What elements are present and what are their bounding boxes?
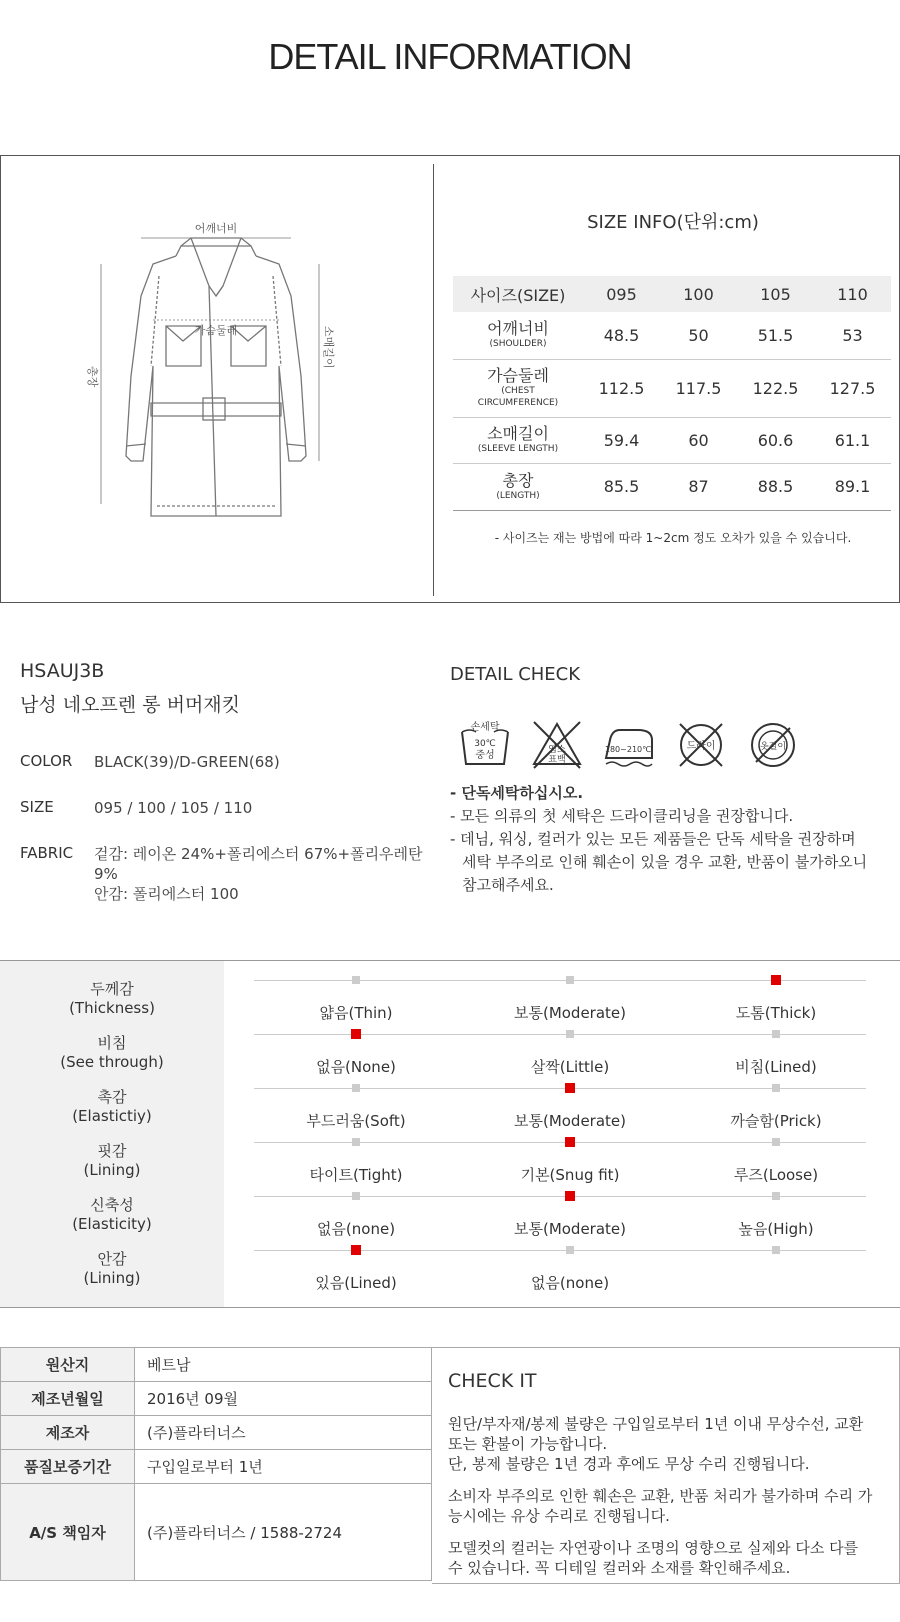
feature-ename: (Elastictiy) xyxy=(72,1107,152,1125)
product-code: HSAUJ3B xyxy=(20,660,105,682)
feature-marker-selected xyxy=(565,1083,575,1093)
check-it-text: 능시에는 유상 수리로 진행됩니다. xyxy=(448,1507,670,1525)
info-value: (주)플라터너스 xyxy=(135,1416,432,1450)
feature-option: 루즈(Loose) xyxy=(733,1166,819,1184)
table-row xyxy=(453,463,891,510)
table-row xyxy=(453,359,891,417)
size-section xyxy=(0,155,900,603)
feature-marker-selected xyxy=(351,1029,361,1039)
product-header xyxy=(20,660,440,717)
page-title: DETAIL INFORMATION xyxy=(268,36,632,77)
feature-label xyxy=(0,1088,224,1126)
icon-text: 표백 xyxy=(548,755,566,765)
feature-label xyxy=(0,1196,224,1234)
feature-marker-selected xyxy=(565,1137,575,1147)
feature-option: 있음(Lined) xyxy=(315,1274,397,1292)
row-ename: (SLEEVE LENGTH) xyxy=(477,444,559,454)
row-name: 총장 xyxy=(502,470,534,490)
table-cell: 60.6 xyxy=(757,430,794,450)
table-row xyxy=(1,1484,432,1581)
row-name: 소매길이 xyxy=(487,424,549,443)
table-cell: 51.5 xyxy=(757,325,794,345)
feature-ename: (Lining) xyxy=(83,1269,141,1287)
spec-value: 095 / 100 / 105 / 110 xyxy=(94,799,253,817)
spec-value: 겉감: 레이온 24%+폴리에스터 67%+폴리우레탄 9% xyxy=(94,845,423,883)
check-it-text: 수 있습니다. 꼭 디테일 컬러와 소재를 확인해주세요. xyxy=(448,1559,791,1577)
feature-option: 부드러움(Soft) xyxy=(306,1112,406,1130)
spec-value: 안감: 폴리에스터 100 xyxy=(94,885,239,903)
spec-label: SIZE xyxy=(20,798,54,816)
table-cell: 50 xyxy=(688,325,709,345)
info-key: A/S 책임자 xyxy=(1,1484,135,1581)
feature-label xyxy=(0,1250,224,1288)
feature-option: 없음(none) xyxy=(530,1274,610,1292)
row-name: 가슴둘레 xyxy=(487,366,549,385)
feature-kname: 촉감 xyxy=(97,1088,127,1106)
table-cell: 87 xyxy=(688,477,709,496)
feature-option: 도톰(Thick) xyxy=(735,1004,817,1022)
table-row xyxy=(1,1348,432,1382)
feature-marker-selected xyxy=(565,1191,575,1201)
feature-label xyxy=(0,1142,224,1180)
feature-kname: 안감 xyxy=(97,1250,127,1268)
check-it-box xyxy=(432,1347,900,1584)
coat-diagram xyxy=(81,216,341,526)
spec-label: COLOR xyxy=(20,752,73,770)
iron-icon xyxy=(602,718,656,772)
icon-text: 30℃ xyxy=(474,739,496,749)
diagram-chest: 가슴둘레 xyxy=(194,324,238,337)
check-it-text: 또는 환불이 가능합니다. xyxy=(448,1435,608,1453)
feature-marker xyxy=(352,976,360,984)
feature-marker xyxy=(352,1084,360,1092)
feature-marker xyxy=(566,976,574,984)
table-row xyxy=(453,312,891,359)
check-it-text: 원단/부자재/봉제 불량은 구입일로부터 1년 이내 무상수선, 교환 xyxy=(448,1415,864,1433)
detail-check-line: 참고해주세요. xyxy=(462,876,554,894)
feature-kname: 핏감 xyxy=(97,1142,127,1160)
product-name: 남성 네오프렌 롱 버머재킷 xyxy=(20,694,241,716)
feature-label xyxy=(0,980,224,1018)
table-cell: 88.5 xyxy=(757,477,794,496)
size-note: - 사이즈는 재는 방법에 따라 1~2cm 정도 오차가 있을 수 있습니다. xyxy=(494,531,852,545)
icon-text: 180~210℃ xyxy=(604,745,652,754)
feature-option: 얇음(Thin) xyxy=(319,1004,393,1022)
size-info-title: SIZE INFO(단위:cm) xyxy=(587,212,759,233)
feature-option: 높음(High) xyxy=(738,1220,814,1238)
icon-text: 드라이 xyxy=(686,741,716,752)
table-cell: 112.5 xyxy=(598,378,645,398)
feature-option: 없음(none) xyxy=(316,1220,396,1238)
feature-marker xyxy=(352,1192,360,1200)
no-dryclean-icon xyxy=(674,718,728,772)
feature-marker xyxy=(772,1246,780,1254)
feature-option: 보통(Moderate) xyxy=(513,1220,627,1238)
detail-check-line: - 데님, 워싱, 컬러가 있는 모든 제품들은 단독 세탁을 권장하며 xyxy=(450,830,856,848)
feature-marker xyxy=(772,1138,780,1146)
size-header-label: 사이즈(SIZE) xyxy=(470,285,566,305)
table-cell: 122.5 xyxy=(752,378,799,398)
section-divider xyxy=(433,164,434,596)
info-value: 구입일로부터 1년 xyxy=(135,1450,432,1484)
diagram-sleeve: 소매길이 xyxy=(322,326,335,369)
icon-text: 중성 xyxy=(475,750,495,761)
feature-ename: (Elasticity) xyxy=(72,1215,152,1233)
size-table-header xyxy=(453,276,891,312)
icon-text: 옷걸이 xyxy=(759,742,787,752)
info-key: 제조자 xyxy=(1,1416,135,1450)
feature-option: 없음(None) xyxy=(316,1058,396,1076)
feature-option: 타이트(Tight) xyxy=(309,1166,403,1184)
detail-check-line: - 모든 의류의 첫 세탁은 드라이클리닝을 권장합니다. xyxy=(450,807,794,825)
feature-option: 까슬함(Prick) xyxy=(730,1112,822,1130)
feature-kname: 두께감 xyxy=(90,980,134,998)
feature-ename: (Thickness) xyxy=(69,999,155,1017)
table-cell: 89.1 xyxy=(834,477,871,496)
table-cell: 61.1 xyxy=(834,430,871,450)
feature-row xyxy=(0,1138,900,1192)
feature-marker xyxy=(566,1030,574,1038)
spec-value: BLACK(39)/D-GREEN(68) xyxy=(94,753,280,771)
info-value: (주)플라터너스 / 1588-2724 xyxy=(135,1484,432,1581)
detail-check-line: - 단독세탁하십시오. xyxy=(450,784,584,802)
size-header-cell: 105 xyxy=(760,284,791,304)
size-table xyxy=(453,276,891,511)
size-header-cell: 110 xyxy=(837,284,868,304)
feature-marker xyxy=(772,1030,780,1038)
table-cell: 85.5 xyxy=(603,477,640,496)
table-cell: 48.5 xyxy=(603,325,640,345)
feature-option: 보통(Moderate) xyxy=(513,1112,627,1130)
spec-label: FABRIC xyxy=(20,844,74,862)
row-ename: (CHEST CIRCUMFERENCE) xyxy=(477,386,559,408)
feature-option: 비침(Lined) xyxy=(735,1058,817,1076)
info-value: 2016년 09월 xyxy=(135,1382,432,1416)
feature-ename: (See through) xyxy=(60,1053,164,1071)
feature-marker-selected xyxy=(351,1245,361,1255)
feature-kname: 신축성 xyxy=(90,1196,134,1214)
row-name: 어깨너비 xyxy=(487,319,549,339)
table-row xyxy=(1,1416,432,1450)
table-cell: 53 xyxy=(842,325,863,345)
row-ename: (LENGTH) xyxy=(496,490,540,501)
feature-option: 보통(Moderate) xyxy=(513,1004,627,1022)
feature-row xyxy=(0,1084,900,1138)
size-header-cell: 095 xyxy=(606,284,637,304)
feature-marker-selected xyxy=(771,975,781,985)
feature-option: 기본(Snug fit) xyxy=(520,1166,620,1184)
feature-marker xyxy=(772,1084,780,1092)
feature-row xyxy=(0,976,900,1030)
feature-row xyxy=(0,1192,900,1246)
diagram-shoulder: 어깨너비 xyxy=(194,222,238,235)
table-row xyxy=(1,1382,432,1416)
handwash-icon xyxy=(458,718,512,772)
feature-row xyxy=(0,1246,900,1300)
check-it-text: 소비자 부주의로 인한 훼손은 교환, 반품 처리가 불가하며 수리 가 xyxy=(448,1487,873,1505)
info-value: 베트남 xyxy=(135,1348,432,1382)
size-header-cell: 100 xyxy=(683,284,714,304)
table-cell: 59.4 xyxy=(603,430,640,450)
check-it-title: CHECK IT xyxy=(448,1370,537,1392)
check-it-text: 모델컷의 컬러는 자연광이나 조명의 영향으로 실제와 다소 다를 xyxy=(448,1539,859,1557)
no-bleach-icon xyxy=(530,718,584,772)
feature-label xyxy=(0,1034,224,1072)
row-ename: (SHOULDER) xyxy=(489,339,547,350)
detail-check-line: 세탁 부주의로 인해 훼손이 있을 경우 교환, 반품이 불가하오니 xyxy=(462,853,868,871)
check-it-text: 단, 봉제 불량은 1년 경과 후에도 무상 수리 진행됩니다. xyxy=(448,1455,810,1473)
info-key: 제조년월일 xyxy=(1,1382,135,1416)
feature-marker xyxy=(772,1192,780,1200)
info-table xyxy=(0,1347,432,1581)
no-hanger-icon xyxy=(746,718,800,772)
table-cell: 127.5 xyxy=(829,378,876,398)
info-key: 품질보증기간 xyxy=(1,1450,135,1484)
detail-check-title: DETAIL CHECK xyxy=(450,664,581,685)
feature-marker xyxy=(352,1138,360,1146)
table-cell: 60 xyxy=(688,430,709,450)
spec-fabric-value xyxy=(94,844,424,904)
feature-marker xyxy=(566,1246,574,1254)
table-row xyxy=(453,417,891,463)
feature-row xyxy=(0,1030,900,1084)
feature-ename: (Lining) xyxy=(83,1161,141,1179)
table-cell: 117.5 xyxy=(675,378,722,398)
icon-text: 염소 xyxy=(548,745,566,755)
diagram-length: 총장 xyxy=(86,366,99,388)
table-row xyxy=(1,1450,432,1484)
icon-text: 손세탁 xyxy=(470,722,500,733)
feature-option: 살짝(Little) xyxy=(530,1058,610,1076)
info-key: 원산지 xyxy=(1,1348,135,1382)
feature-kname: 비침 xyxy=(97,1034,127,1052)
